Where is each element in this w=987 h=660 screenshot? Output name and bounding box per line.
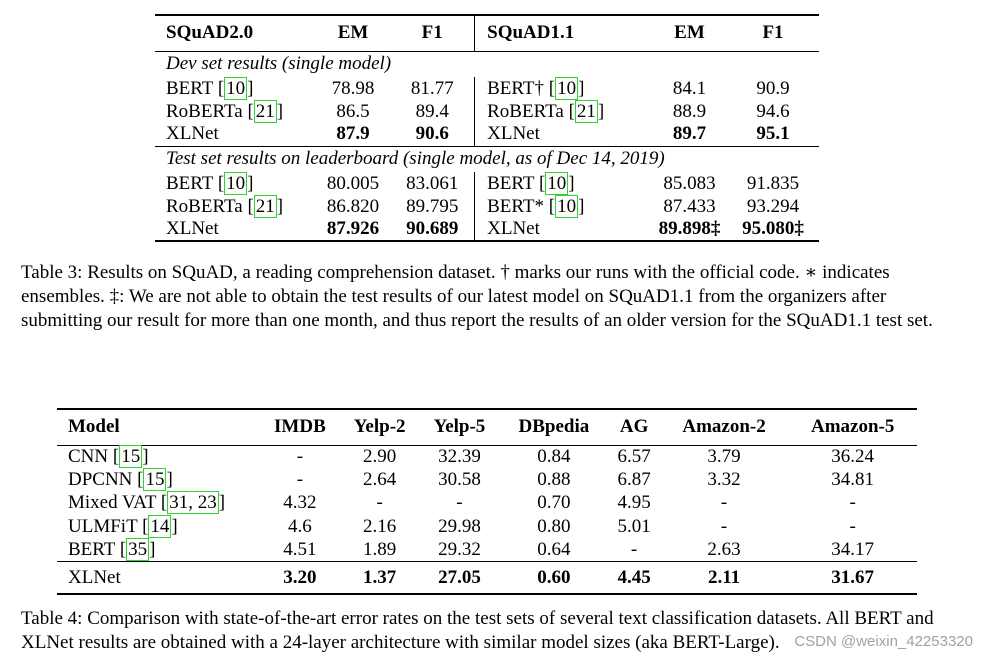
header-squad20: SQuAD2.0 <box>155 15 316 51</box>
em-value: 86.5 <box>336 100 370 122</box>
table-row <box>57 515 917 538</box>
em-value: 80.005 <box>326 172 380 194</box>
value-cell: 4.95 <box>617 492 651 514</box>
header-f1-2: F1 <box>727 15 819 51</box>
value-cell: 34.81 <box>831 469 875 491</box>
value-cell: 30.58 <box>438 469 481 491</box>
table-3-header <box>155 15 819 51</box>
value-cell: - <box>260 445 340 468</box>
em-value: 84.1 <box>672 77 707 99</box>
value-cell: 0.80 <box>537 515 571 537</box>
value-cell: 0.60 <box>499 562 608 594</box>
value-cell: - <box>296 469 304 491</box>
value-cell: - <box>456 492 463 514</box>
header-yelp2: Yelp-2 <box>340 409 420 445</box>
model-cell: BERT [ 35 ] <box>68 539 156 560</box>
model-cell: CNN [ 15 ] <box>57 445 260 468</box>
model-name: XLNet <box>475 123 652 146</box>
value-cell: 29.98 <box>438 515 481 537</box>
table-row <box>155 123 819 146</box>
f1-value: 81.77 <box>410 77 454 99</box>
table-3 <box>155 14 819 242</box>
table-row <box>57 468 917 491</box>
f1-value: 89.795 <box>406 195 459 217</box>
model-name: DPCNN <box>68 469 133 491</box>
em-value: 89.7 <box>672 123 707 145</box>
value-cell: 2.11 <box>660 562 789 594</box>
em-value: 86.820 <box>326 195 380 217</box>
value-cell: 6.57 <box>608 445 659 468</box>
citation-link[interactable]: 10 <box>226 77 246 99</box>
table-4-header <box>57 409 917 445</box>
value-cell: 2.63 <box>707 539 741 560</box>
citation-link[interactable]: 15 <box>121 445 141 467</box>
header-f1-1: F1 <box>390 15 474 51</box>
header-amazon5: Amazon-5 <box>788 409 917 445</box>
value-cell: - <box>849 492 856 514</box>
model-name: BERT* <box>487 195 545 217</box>
table-row <box>155 218 819 241</box>
value-cell: - <box>720 515 728 537</box>
model-name: RoBERTa <box>487 100 564 122</box>
model-cell: BERT [ 10 ] <box>166 77 254 99</box>
header-squad11: SQuAD1.1 <box>475 15 652 51</box>
dev-section-row <box>155 51 819 77</box>
model-name: BERT† <box>487 77 545 99</box>
value-cell: 0.84 <box>499 445 608 468</box>
value-cell: 0.88 <box>537 469 571 491</box>
citation-link[interactable]: 35 <box>128 539 148 560</box>
caption-text: Comparison with state-of-the-art error rates on the test sets of several text classification datasets. All BERT and XLNet results are obtained with a 24-layer architecture with similar model sizes (aka BERT-Large). <box>21 608 934 653</box>
value-cell: 4.45 <box>608 562 659 594</box>
value-cell: 3.20 <box>260 562 340 594</box>
model-name: XLNet <box>475 218 652 241</box>
model-name: RoBERTa <box>166 195 243 217</box>
f1-value: 94.6 <box>756 100 790 122</box>
value-cell: 4.32 <box>283 492 317 514</box>
table-row <box>155 172 819 195</box>
table-row <box>155 195 819 218</box>
value-cell: 2.16 <box>363 515 397 537</box>
citation-link[interactable]: 14 <box>150 515 170 537</box>
value-cell: 3.79 <box>660 445 789 468</box>
test-section-row <box>155 146 819 172</box>
value-cell: 5.01 <box>617 515 651 537</box>
em-value: 89.898‡ <box>652 218 727 241</box>
em-value: 87.433 <box>663 195 716 217</box>
model-name: Mixed VAT <box>68 492 157 514</box>
value-cell: 36.24 <box>788 445 917 468</box>
model-name: XLNet <box>155 218 316 241</box>
em-value: 85.083 <box>663 172 716 194</box>
em-value: 87.926 <box>316 218 390 241</box>
caption-label: Table 3: <box>21 262 83 283</box>
model-name: BERT <box>166 77 214 99</box>
model-name: RoBERTa <box>166 100 243 122</box>
value-cell: 4.51 <box>283 539 317 560</box>
value-cell: 27.05 <box>420 562 500 594</box>
f1-value: 95.080‡ <box>727 218 819 241</box>
value-cell: - <box>720 492 728 514</box>
value-cell: 4.6 <box>288 515 312 537</box>
model-name: BERT <box>166 172 214 194</box>
value-cell: 32.39 <box>420 445 500 468</box>
f1-value: 93.294 <box>746 195 800 217</box>
citation-link[interactable]: 10 <box>557 77 577 99</box>
caption-text: Results on SQuAD, a reading comprehension dataset. † marks our runs with the official code. ∗ indicates ensembles. ‡: We are not able to obtain the test results of our latest model on SQuAD1.1 from the organizers after submitting our result for more than one month, and thus report the results of an older version for the SQuAD1.1 test set. <box>21 262 933 331</box>
f1-value: 90.6 <box>415 123 449 145</box>
model-cell: Mixed VAT [ 31, 23 ] <box>68 492 226 514</box>
table-row-xlnet <box>57 562 917 594</box>
value-cell: 1.89 <box>363 539 397 560</box>
model-cell: DPCNN [ 15 ] <box>68 469 173 491</box>
value-cell: 2.90 <box>340 445 420 468</box>
model-name: XLNet <box>57 562 260 594</box>
table-3-caption <box>21 261 961 333</box>
caption-label: Table 4: <box>21 608 83 629</box>
citation-link[interactable]: 21 <box>255 195 275 217</box>
citation-link[interactable]: 15 <box>145 469 165 491</box>
model-name: CNN <box>68 445 109 467</box>
citation-link[interactable]: 10 <box>226 172 246 194</box>
value-cell: 0.70 <box>537 492 571 514</box>
citation-link[interactable]: 10 <box>557 195 577 217</box>
value-cell: - <box>849 515 856 537</box>
header-em-2: EM <box>652 15 727 51</box>
model-cell: BERT† [ 10 ] <box>475 77 652 100</box>
model-cell: ULMFiT [ 14 ] <box>68 515 178 537</box>
watermark: CSDN @weixin_42253320 <box>794 633 973 650</box>
table-row <box>155 100 819 123</box>
f1-value: 90.689 <box>390 218 474 241</box>
f1-value: 83.061 <box>406 172 459 194</box>
table-row <box>57 445 917 468</box>
em-value: 87.9 <box>336 123 370 145</box>
model-cell: BERT* [ 10 ] <box>475 195 652 218</box>
model-cell: BERT [ 10 ] <box>475 172 652 195</box>
em-value: 88.9 <box>672 100 707 122</box>
header-ag: AG <box>608 409 659 445</box>
table-4 <box>57 408 917 595</box>
value-cell: - <box>376 492 383 514</box>
model-cell: RoBERTa [ 21 ] <box>166 195 284 217</box>
value-cell: - <box>630 539 638 560</box>
table-row <box>57 539 917 562</box>
model-name: BERT <box>487 172 535 194</box>
model-name: ULMFiT <box>68 515 138 537</box>
citation-link[interactable]: 21 <box>255 100 275 122</box>
citation-link[interactable]: 21 <box>576 100 596 122</box>
value-cell: 2.64 <box>363 469 397 491</box>
value-cell: 31.67 <box>788 562 917 594</box>
header-yelp5: Yelp-5 <box>420 409 500 445</box>
header-em-1: EM <box>316 15 390 51</box>
value-cell: 6.87 <box>617 469 651 491</box>
f1-value: 90.9 <box>756 77 790 99</box>
f1-value: 91.835 <box>746 172 800 194</box>
citation-link[interactable]: 10 <box>547 172 567 194</box>
table-row <box>155 77 819 100</box>
model-name: BERT <box>68 539 116 560</box>
model-cell: RoBERTa [ 21 ] <box>166 100 284 122</box>
model-name: XLNet <box>166 123 219 145</box>
f1-value: 89.4 <box>415 100 449 122</box>
table-row <box>57 492 917 515</box>
model-cell: RoBERTa [ 21 ] <box>475 100 652 123</box>
value-cell: 34.17 <box>831 539 875 560</box>
header-imdb: IMDB <box>260 409 340 445</box>
value-cell: 3.32 <box>707 469 741 491</box>
model-cell: BERT [ 10 ] <box>166 172 254 194</box>
header-model: Model <box>57 409 260 445</box>
f1-value: 95.1 <box>756 123 790 145</box>
test-section-label: Test set results on leaderboard (single model, as of Dec 14, 2019) <box>155 146 819 172</box>
citation-link[interactable]: 31, 23 <box>169 492 217 514</box>
value-cell: 1.37 <box>340 562 420 594</box>
header-amazon2: Amazon-2 <box>660 409 789 445</box>
em-value: 78.98 <box>331 77 375 99</box>
value-cell: 29.32 <box>438 539 481 560</box>
value-cell: 0.64 <box>537 539 571 560</box>
header-dbpedia: DBpedia <box>499 409 608 445</box>
dev-section-label: Dev set results (single model) <box>155 51 819 77</box>
